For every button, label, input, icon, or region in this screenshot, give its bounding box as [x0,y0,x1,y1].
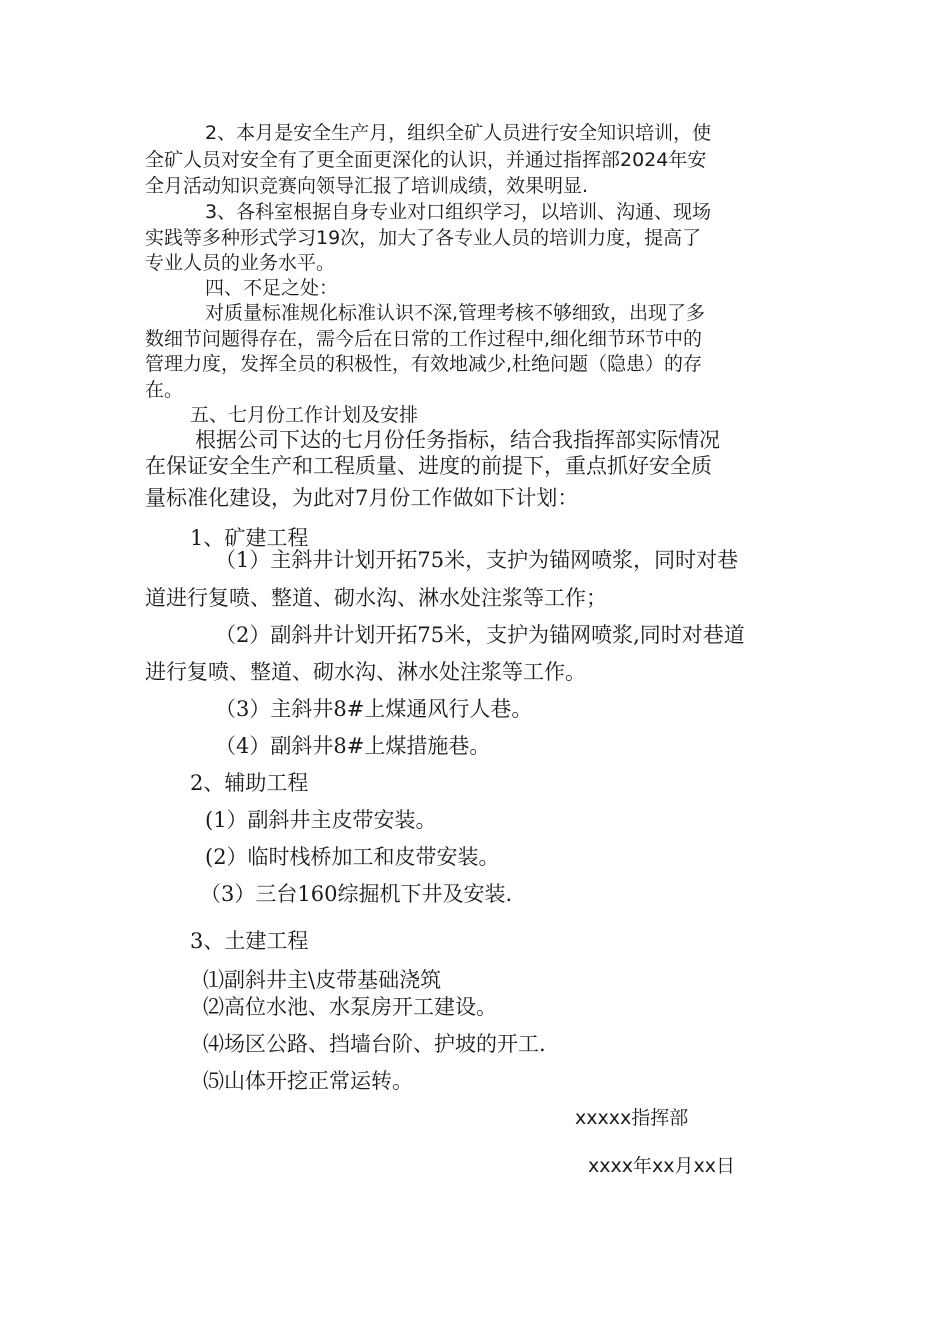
list-item: ⑴副斜井主\皮带基础浇筑 [203,968,442,992]
list-item: （4）副斜井8#上煤措施巷。 [215,734,491,758]
list-item: (1）副斜井主皮带安装。 [205,808,437,832]
list-item: 道进行复喷、整道、砌水沟、淋水处注浆等工作； [145,586,607,610]
text-line: 2、本月是安全生产月，组织全矿人员进行安全知识培训，使 [205,122,712,144]
text-line: 管理力度，发挥全员的积极性，有效地减少,杜绝问题（隐患）的存 [145,353,703,375]
text-line: 数细节问题得存在，需今后在日常的工作过程中,细化细节环节中的 [145,328,703,350]
subsection-heading: 3、土建工程 [190,929,309,953]
text-line: 对质量标准规化标准认识不深,管理考核不够细致，出现了多 [205,302,706,324]
text-line: 全月活动知识竞赛向领导汇报了培训成绩，效果明显. [145,175,589,197]
list-item: （3）三台160综掘机下井及安装. [200,882,513,906]
text-line: 量标准化建设，为此对7月份工作做如下计划： [145,486,579,510]
text-line: 在保证安全生产和工程质量、进度的前提下，重点抓好安全质 [145,454,712,478]
list-item: 进行复喷、整道、砌水沟、淋水处注浆等工作。 [145,660,586,684]
list-item: （2）副斜井计划开拓75米，支护为锚网喷浆,同时对巷道 [215,623,745,647]
list-item: (2）临时栈桥加工和皮带安装。 [205,845,500,869]
text-line: 3、各科室根据自身专业对口组织学习，以培训、沟通、现场 [205,201,712,223]
subsection-heading: 2、辅助工程 [190,771,309,795]
text-line: 实践等多种形式学习19次，加大了各专业人员的培训力度，提高了 [145,227,702,249]
signature-date: xxxx年xx月xx日 [588,1155,735,1177]
list-item: （1）主斜井计划开拓75米，支护为锚网喷浆，同时对巷 [215,548,739,572]
list-item: ⑸山体开挖正常运转。 [203,1069,413,1093]
list-item: ⑷场区公路、挡墙台阶、护坡的开工. [203,1032,546,1056]
text-line: 专业人员的业务水平。 [145,252,336,274]
section-heading: 五、七月份工作计划及安排 [190,404,419,426]
text-line: 根据公司下达的七月份任务指标，结合我指挥部实际情况 [195,428,720,452]
subsection-heading: 1、矿建工程 [190,526,309,550]
list-item: （3）主斜井8#上煤通风行人巷。 [215,697,533,721]
text-line: 全矿人员对安全有了更全面更深化的认识，并通过指挥部2024年安 [145,149,707,171]
list-item: ⑵高位水池、水泵房开工建设。 [203,995,497,1019]
signature-department: xxxxx指挥部 [575,1107,689,1129]
section-heading: 四、不足之处： [205,277,339,299]
text-line: 在。 [145,379,184,401]
